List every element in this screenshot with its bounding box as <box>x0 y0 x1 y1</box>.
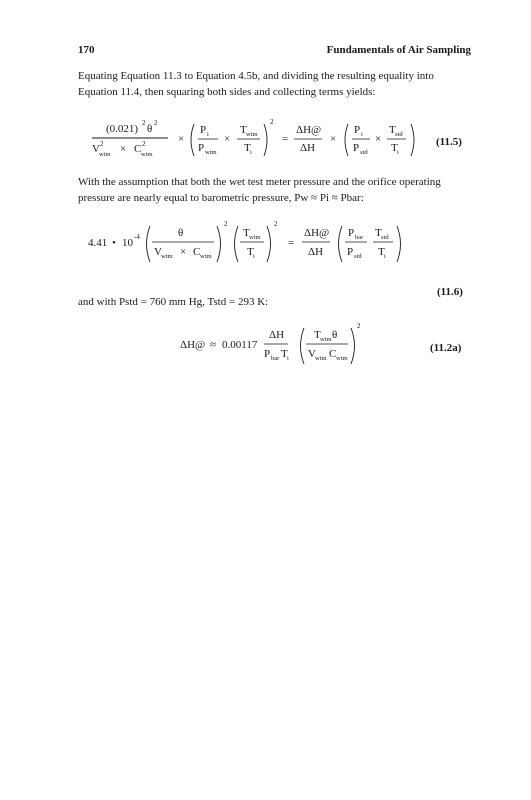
svg-text:ΔH: ΔH <box>269 329 285 341</box>
svg-text:T: T <box>375 227 382 239</box>
equation-11-5 <box>90 110 430 170</box>
paragraph-assumption: With the assumption that both the wet test meter pressure and the orifice operating pressure are nearly equal to barometric pressure, Pw ≈ Pi ≈ Pbar: <box>78 176 441 204</box>
svg-text:V: V <box>92 143 100 155</box>
svg-text:P: P <box>348 227 355 239</box>
svg-text:i: i <box>361 131 363 138</box>
svg-text:i: i <box>287 355 289 362</box>
svg-text:V: V <box>154 246 162 258</box>
svg-text:T: T <box>389 124 396 136</box>
svg-text:V: V <box>308 348 316 360</box>
svg-text:i: i <box>253 253 255 260</box>
svg-text:T: T <box>391 142 398 154</box>
svg-text:std: std <box>381 234 389 241</box>
svg-text:wtm: wtm <box>205 149 217 156</box>
svg-text:•: • <box>112 237 116 249</box>
svg-text:ΔH: ΔH <box>300 142 316 154</box>
svg-text:2: 2 <box>357 322 361 330</box>
svg-text:wtm: wtm <box>99 151 111 158</box>
svg-text:std: std <box>354 253 362 260</box>
svg-text:i: i <box>250 149 252 156</box>
svg-text:θ: θ <box>332 329 338 341</box>
svg-text:P: P <box>347 246 354 258</box>
svg-text:-4: -4 <box>134 233 140 241</box>
running-title: Fundamentals of Air Sampling <box>326 44 471 56</box>
svg-text:ΔH@: ΔH@ <box>180 339 206 351</box>
svg-text:2: 2 <box>274 220 278 228</box>
equation-number-11-5: (11.5) <box>436 136 462 148</box>
svg-text:×: × <box>120 143 127 155</box>
svg-text:P: P <box>354 124 361 136</box>
svg-text:T: T <box>281 348 288 360</box>
svg-text:wtm: wtm <box>249 234 261 241</box>
svg-text:4.41: 4.41 <box>88 237 108 249</box>
svg-text:T: T <box>247 246 254 258</box>
svg-text:ΔH: ΔH <box>308 246 324 258</box>
svg-text:T: T <box>314 329 321 341</box>
svg-text:std: std <box>360 149 368 156</box>
paragraph-intro: Equating Equation 11.3 to Equation 4.5b, and dividing the resulting equality into Equation 11.4, then squaring both sides and collecting terms yields: <box>78 70 434 98</box>
svg-text:2: 2 <box>142 140 146 148</box>
svg-text:wtm: wtm <box>141 151 153 158</box>
equation-11-6 <box>88 212 448 272</box>
svg-text:2: 2 <box>224 220 228 228</box>
svg-text:bar: bar <box>271 355 280 362</box>
svg-text:P: P <box>264 348 271 360</box>
svg-text:i: i <box>397 149 399 156</box>
svg-text:10: 10 <box>122 237 133 249</box>
svg-text:×: × <box>178 133 185 145</box>
svg-text:×: × <box>330 133 337 145</box>
svg-text:=: = <box>282 133 289 145</box>
svg-text:P: P <box>200 124 207 136</box>
equation-11-2a <box>180 316 420 376</box>
svg-text:C: C <box>193 246 201 258</box>
svg-text:i: i <box>207 131 209 138</box>
svg-text:ΔH@: ΔH@ <box>304 227 330 239</box>
svg-text:bar: bar <box>355 234 364 241</box>
coef-0021: (0.021) <box>106 123 139 135</box>
equation-number-11-2a: (11.2a) <box>430 342 462 354</box>
svg-text:wtm: wtm <box>246 131 258 138</box>
svg-text:θ: θ <box>178 227 184 239</box>
svg-text:0.00117: 0.00117 <box>222 339 258 351</box>
svg-text:T: T <box>243 227 250 239</box>
svg-text:≈: ≈ <box>210 339 217 351</box>
svg-text:wtm: wtm <box>315 355 327 362</box>
svg-text:C: C <box>329 348 337 360</box>
svg-text:×: × <box>224 133 231 145</box>
svg-text:wtm: wtm <box>320 336 332 343</box>
svg-text:wtm: wtm <box>200 253 212 260</box>
svg-text:2: 2 <box>142 119 146 127</box>
svg-text:2: 2 <box>100 140 104 148</box>
svg-text:P: P <box>353 142 360 154</box>
svg-text:P: P <box>198 142 205 154</box>
svg-text:std: std <box>395 131 403 138</box>
svg-text:C: C <box>134 143 142 155</box>
equation-number-11-6: (11.6) <box>437 286 463 298</box>
svg-text:wtm: wtm <box>161 253 173 260</box>
svg-text:2: 2 <box>270 118 274 126</box>
svg-text:i: i <box>384 253 386 260</box>
svg-text:×: × <box>180 246 187 258</box>
paragraph-standard-conditions: and with Pstd = 760 mm Hg, Tstd = 293 K: <box>78 296 269 308</box>
svg-text:T: T <box>240 124 247 136</box>
svg-text:×: × <box>375 133 382 145</box>
page-header <box>78 44 471 60</box>
svg-text:2: 2 <box>154 119 158 127</box>
svg-text:θ: θ <box>147 123 153 135</box>
svg-text:=: = <box>288 237 295 249</box>
svg-text:T: T <box>244 142 251 154</box>
svg-text:ΔH@: ΔH@ <box>296 124 322 136</box>
svg-text:wtm: wtm <box>336 355 348 362</box>
svg-text:T: T <box>378 246 385 258</box>
page-number: 170 <box>78 44 95 56</box>
